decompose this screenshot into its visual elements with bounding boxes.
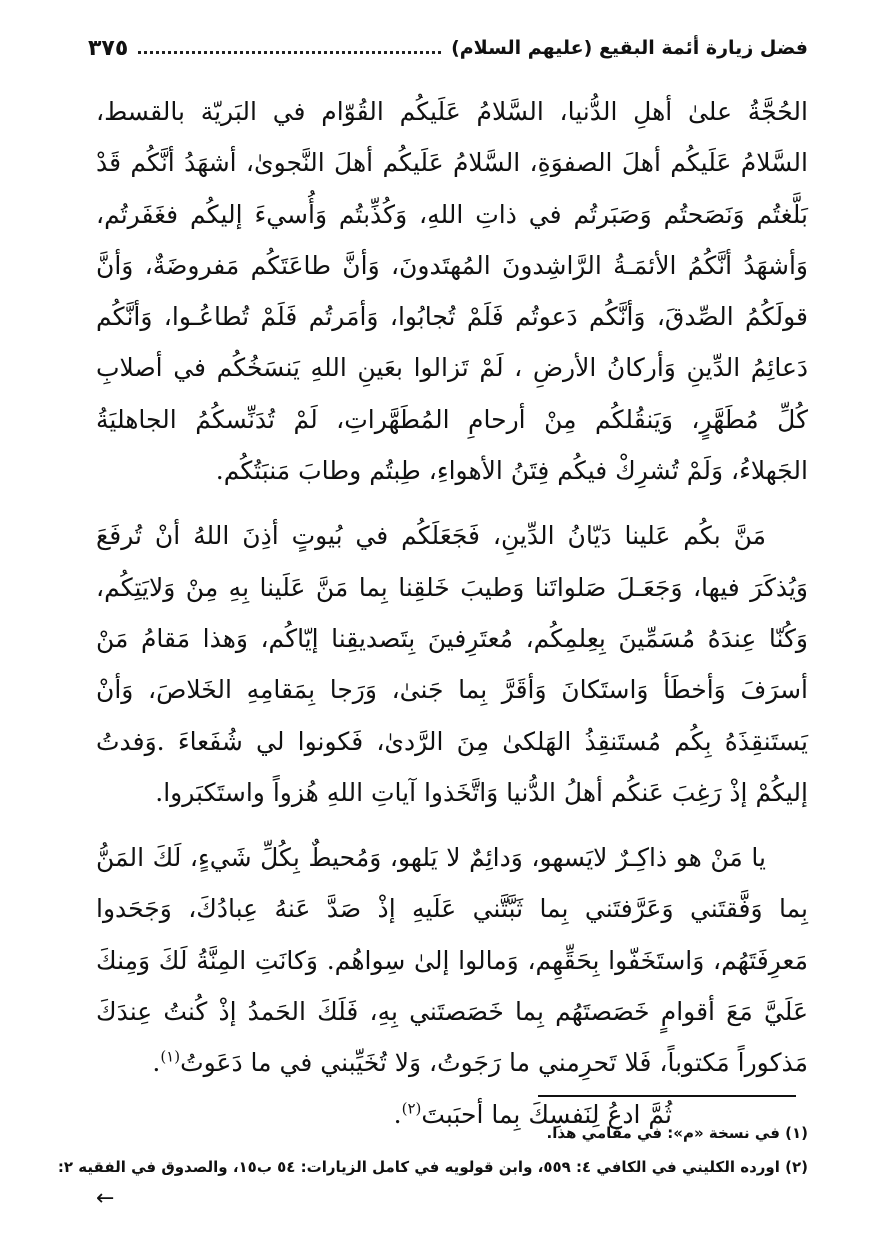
footnote-2: (٢) اورده الكليني في الكافي ٤: ٥٥٩، وابن قولويه في كامل الزيارات: ٥٤ ب١٥، والصدوق في الفقيه ٢:: [57, 1158, 808, 1176]
footnotes: [57, 1116, 808, 1184]
paragraph-4-text: ثُمَّ ادعُ لِنَفسِكَ بِما أحبَبتَ: [421, 1099, 672, 1129]
header-leader-dots: [138, 51, 441, 54]
running-title: فضل زيارة أئمة البقيع (عليهم السلام): [451, 37, 808, 59]
footnote-ref-1: (١): [160, 1048, 181, 1067]
paragraph-2: مَنَّ بكُم عَلينا دَيّانُ الدِّينِ، فَجَعَلَكُم في بُيوتٍ أذِنَ اللهُ أنْ تُرفَعَ وَيُذكَرَ فيها، وَجَعَـلَ صَلواتَنا وَطيبَ خَلقِنا بِما مَنَّ عَلَينا بِهِ مِنْ وَلايَتِكُم، وَكُنّا عِندَهُ مُسَمِّينَ بِعِلمِكُم، مُعتَرِفينَ بِتَصديقِنا إيّاكُم، وَهذا مَقامُ مَنْ أسرَفَ وَأخطَأ وَاستَكانَ وَأقَرَّ بِما جَنىٰ، وَرَجا بِمَقامِهِ الخَلاصَ، وَأنْ يَستَنقِذَهُ بِكُم مُستَنقِذُ الهَلكىٰ مِنَ الرَّدىٰ، فَكونوا لي شُفَعاءَ .وَفدتُ إليكُمْ إذْ رَغِبَ عَنكُم أهلُ الدُّنيا وَاتَّخَذوا آياتِ اللهِ هُزواً واستَكبَروا.: [96, 521, 808, 807]
paragraph-4-end: .: [393, 1099, 402, 1129]
paragraph-3-text: يا مَنْ هو ذاكِـرٌ لايَسهو، وَدائِمٌ لا يَلهو، وَمُحيطٌ بِكُلِّ شَيءٍ، لَكَ المَنُّ بِما وَفَّقتَني وَعَرَّفتَني بِما ثَبَّتَّني عَلَيهِ إذْ صَدَّ عَنهُ عِبادُكَ، وَجَحَدوا مَعرِفَتَهُم، وَاستَخَفّوا بِحَقِّهِم، وَمالوا إلىٰ سِواهُم. وَكانَتِ المِنَّةُ لَكَ وَمِنكَ عَلَيَّ مَعَ أقوامٍ خَصَصتَهُم بِما خَصَصتَني بِهِ، فَلَكَ الحَمدُ إذْ كُنتُ عِندَكَ مَذكوراً مَكتوباً، فَلا تَحرِمني ما رَجَوتُ، وَلا تُخَيِّبني في ما دَعَوتُ: [96, 843, 808, 1078]
page-number: ٣٧٥: [88, 35, 129, 61]
footnote-ref-2: (٢): [401, 1099, 422, 1118]
footnote-1: (١) في نسخة «م»: في مقامي هذا.: [546, 1124, 808, 1142]
paragraph-3: [96, 832, 808, 1088]
footnote-separator: [538, 1095, 796, 1097]
running-header: [88, 26, 808, 70]
paragraph-1: الحُجَّةُ علىٰ أهلِ الدُّنيا، السَّلامُ عَلَيكُم القُوّام في البَريّة بالقسط، السَّلامُ عَلَيكُم أهلَ الصفوَةِ، السَّلامُ عَلَيكُم أهلَ النَّجوىٰ، أشهَدُ أنَّكُم قَدْ بَلَّغتُم وَنَصَحتُم وَصَبَرتُم في ذاتِ اللهِ، وَكُذِّبتُم وَأُسيءَ إليكُم فغَفَرتُم، وَأشهَدُ أنَّكُمُ الأئمَـةُ الرَّاشِدونَ المُهتَدونَ، وَأنَّ طاعَتَكُم مَفروضَةٌ، وَأنَّ قولَكُمُ الصِّدقَ، وَأنَّكُم دَعوتُم فَلَمْ تُجابُوا، وَأمَرتُم فَلَمْ تُطاعُـوا، وَأنَّكُم دَعائِمُ الدِّينِ وَأركانُ الأرضِ ، لَمْ تَزالوا بعَينِ اللهِ يَنسَخُكُم في أصلابِ كُلِّ مُطَهَّرٍ، وَيَنقُلكُم مِنْ أرحامِ المُطَهَّراتِ، لَمْ تُدَنِّسكُمُ الجاهليَةُ الجَهلاءُ، وَلَمْ تُشرِكْ فيكُم فِتَنُ الأهواءِ، طِبتُم وطابَ مَنبَتُكُم.: [96, 97, 808, 486]
main-text: [96, 86, 808, 1140]
continue-arrow-icon: ←: [96, 1186, 115, 1211]
paragraph-3-end: .: [152, 1048, 161, 1078]
